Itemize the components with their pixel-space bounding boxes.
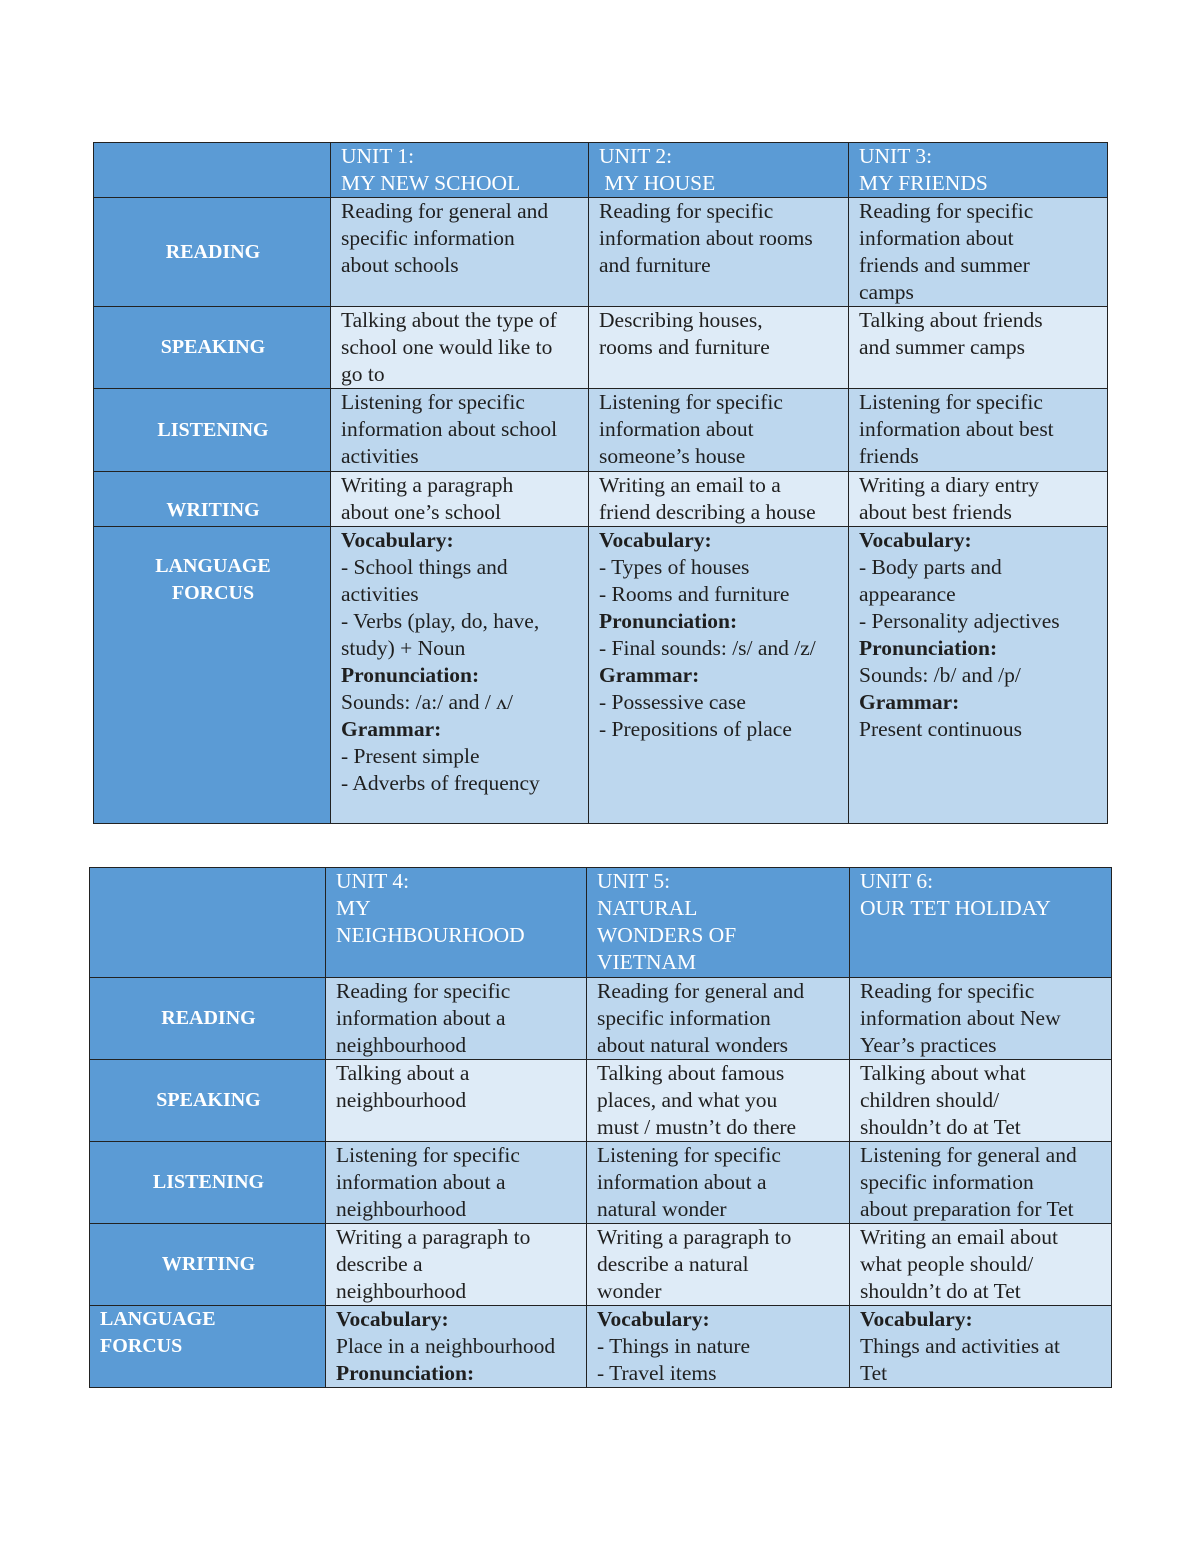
cell-line: Writing an email to a xyxy=(599,473,781,497)
unit-1-speaking-cell xyxy=(331,307,589,389)
cell-line: Listening for specific xyxy=(859,390,1043,414)
cell-line: places, and what you xyxy=(597,1088,778,1112)
corner-cell xyxy=(90,868,326,978)
unit-4-writing-cell xyxy=(326,1224,587,1306)
cell-line: Listening for specific xyxy=(341,390,525,414)
cell-line: Writing a diary entry xyxy=(859,473,1040,497)
unit-2-writing-cell xyxy=(589,472,849,527)
row-label-listening: LISTENING xyxy=(94,389,331,472)
cell-line: Things and activities at xyxy=(860,1334,1061,1358)
cell-line: camps xyxy=(859,280,914,304)
cell-line: information about xyxy=(859,226,1014,250)
row-label-line: FORCUS xyxy=(100,1335,183,1357)
unit-code: UNIT 1: xyxy=(341,144,415,168)
row-label-writing: WRITING xyxy=(90,1224,326,1306)
cell-line: Sounds: /b/ and /p/ xyxy=(859,663,1021,687)
section-heading: Pronunciation: xyxy=(599,609,738,633)
unit-4-reading-cell xyxy=(326,978,587,1060)
unit-5-writing-cell xyxy=(587,1224,850,1306)
cell-line: Reading for specific xyxy=(860,979,1035,1003)
speaking-row xyxy=(94,307,1108,389)
cell-line: information about New xyxy=(860,1006,1061,1030)
cell-line: - Adverbs of frequency xyxy=(341,771,540,795)
cell-line: information about best xyxy=(859,417,1054,441)
row-label-listening: LISTENING xyxy=(90,1142,326,1224)
syllabus-table-units-1-3 xyxy=(93,142,1108,824)
table-header-row xyxy=(90,868,1112,978)
cell-line: - School things and xyxy=(341,555,508,579)
unit-6-language-cell xyxy=(850,1306,1112,1388)
section-heading: Vocabulary: xyxy=(336,1307,449,1331)
row-label-reading: READING xyxy=(94,198,331,307)
unit-3-reading-cell xyxy=(849,198,1108,307)
unit-5-speaking-cell xyxy=(587,1060,850,1142)
cell-line: neighbourhood xyxy=(336,1279,467,1303)
listening-row xyxy=(94,389,1108,472)
unit-5-reading-cell xyxy=(587,978,850,1060)
unit-name: NEIGHBOURHOOD xyxy=(336,923,525,947)
cell-line: - Final sounds: /s/ and /z/ xyxy=(599,636,816,660)
unit-code: UNIT 6: xyxy=(860,869,934,893)
unit-4-speaking-cell xyxy=(326,1060,587,1142)
section-heading: Grammar: xyxy=(599,663,700,687)
cell-line: neighbourhood xyxy=(336,1033,467,1057)
cell-line: Tet xyxy=(860,1361,888,1385)
cell-line: and summer camps xyxy=(859,335,1025,359)
section-heading: Pronunciation: xyxy=(336,1361,475,1385)
cell-line: information about xyxy=(599,417,754,441)
cell-line: activities xyxy=(341,444,419,468)
row-label-speaking: SPEAKING xyxy=(90,1060,326,1142)
unit-6-header xyxy=(850,868,1112,978)
row-label-line: LANGUAGE xyxy=(155,555,271,577)
cell-line: - Possessive case xyxy=(599,690,746,714)
unit-name: MY HOUSE xyxy=(599,171,716,195)
syllabus-table-units-4-6 xyxy=(89,867,1112,1388)
cell-line: friends xyxy=(859,444,919,468)
section-heading: Pronunciation: xyxy=(341,663,480,687)
unit-3-language-cell xyxy=(849,527,1108,824)
unit-3-writing-cell xyxy=(849,472,1108,527)
cell-line: - Body parts and xyxy=(859,555,1002,579)
cell-line: Writing a paragraph xyxy=(341,473,514,497)
language-focus-row xyxy=(94,527,1108,824)
cell-line: Writing an email about xyxy=(860,1225,1058,1249)
unit-code: UNIT 2: xyxy=(599,144,673,168)
unit-5-listening-cell xyxy=(587,1142,850,1224)
cell-line: information about a xyxy=(597,1170,767,1194)
table-header-row xyxy=(94,143,1108,198)
row-label-line: LANGUAGE xyxy=(100,1308,216,1330)
section-heading: Vocabulary: xyxy=(597,1307,710,1331)
cell-line: specific information xyxy=(597,1006,771,1030)
unit-name: OUR TET HOLIDAY xyxy=(860,896,1051,920)
cell-line: Listening for general and xyxy=(860,1143,1077,1167)
row-label-speaking: SPEAKING xyxy=(94,307,331,389)
cell-line: Year’s practices xyxy=(860,1033,997,1057)
cell-line: Talking about friends xyxy=(859,308,1043,332)
cell-line: neighbourhood xyxy=(336,1088,467,1112)
cell-line: Reading for general and xyxy=(341,199,549,223)
unit-name: NATURAL xyxy=(597,896,698,920)
cell-line: Reading for specific xyxy=(599,199,774,223)
unit-name: WONDERS OF xyxy=(597,923,737,947)
listening-row xyxy=(90,1142,1112,1224)
section-heading: Pronunciation: xyxy=(859,636,998,660)
cell-line: information about school xyxy=(341,417,558,441)
unit-2-listening-cell xyxy=(589,389,849,472)
unit-6-reading-cell xyxy=(850,978,1112,1060)
reading-row xyxy=(94,198,1108,307)
cell-line: - Things in nature xyxy=(597,1334,751,1358)
cell-line: about best friends xyxy=(859,500,1012,524)
cell-line: natural wonder xyxy=(597,1197,727,1221)
cell-line: what people should/ xyxy=(860,1252,1034,1276)
cell-line: Talking about a xyxy=(336,1061,470,1085)
cell-line: children should/ xyxy=(860,1088,1000,1112)
cell-line: - Prepositions of place xyxy=(599,717,792,741)
cell-line: Listening for specific xyxy=(599,390,783,414)
unit-3-listening-cell xyxy=(849,389,1108,472)
row-label-line: FORCUS xyxy=(171,582,255,604)
unit-4-language-cell xyxy=(326,1306,587,1388)
unit-name: VIETNAM xyxy=(597,950,697,974)
cell-line: study) + Noun xyxy=(341,636,466,660)
cell-line: school one would like to xyxy=(341,335,553,359)
cell-line: Writing a paragraph to xyxy=(336,1225,531,1249)
unit-1-reading-cell xyxy=(331,198,589,307)
row-label-reading: READING xyxy=(90,978,326,1060)
cell-line: must / mustn’t do there xyxy=(597,1115,797,1139)
unit-name: MY xyxy=(336,896,371,920)
cell-line: and furniture xyxy=(599,253,711,277)
cell-line: wonder xyxy=(597,1279,662,1303)
section-heading: Vocabulary: xyxy=(859,528,972,552)
unit-1-language-cell xyxy=(331,527,589,824)
cell-line: friend describing a house xyxy=(599,500,816,524)
cell-line: go to xyxy=(341,362,385,386)
section-heading: Vocabulary: xyxy=(860,1307,973,1331)
unit-4-listening-cell xyxy=(326,1142,587,1224)
row-label-language-focus xyxy=(90,1306,326,1388)
cell-line: - Types of houses xyxy=(599,555,750,579)
cell-line: appearance xyxy=(859,582,956,606)
unit-2-reading-cell xyxy=(589,198,849,307)
unit-3-speaking-cell xyxy=(849,307,1108,389)
cell-line: Sounds: /a:/ and / ʌ/ xyxy=(341,690,513,714)
cell-line: describe a natural xyxy=(597,1252,749,1276)
unit-1-writing-cell xyxy=(331,472,589,527)
unit-3-header xyxy=(849,143,1108,198)
cell-line: - Verbs (play, do, have, xyxy=(341,609,540,633)
row-label-writing: WRITING xyxy=(94,472,331,527)
corner-cell xyxy=(94,143,331,198)
cell-line: - Present simple xyxy=(341,744,480,768)
unit-5-language-cell xyxy=(587,1306,850,1388)
cell-line: Talking about famous xyxy=(597,1061,785,1085)
unit-5-header xyxy=(587,868,850,978)
unit-6-speaking-cell xyxy=(850,1060,1112,1142)
cell-line: Reading for specific xyxy=(859,199,1034,223)
unit-1-listening-cell xyxy=(331,389,589,472)
reading-row xyxy=(90,978,1112,1060)
cell-line: Describing houses, xyxy=(599,308,763,332)
unit-2-speaking-cell xyxy=(589,307,849,389)
cell-line: friends and summer xyxy=(859,253,1030,277)
cell-line: rooms and furniture xyxy=(599,335,770,359)
cell-line: shouldn’t do at Tet xyxy=(860,1279,1021,1303)
unit-code: UNIT 4: xyxy=(336,869,410,893)
cell-line: Talking about the type of xyxy=(341,308,557,332)
cell-line: someone’s house xyxy=(599,444,746,468)
cell-line: Place in a neighbourhood xyxy=(336,1334,556,1358)
unit-code: UNIT 3: xyxy=(859,144,933,168)
writing-row xyxy=(90,1224,1112,1306)
cell-line: shouldn’t do at Tet xyxy=(860,1115,1021,1139)
cell-line: Listening for specific xyxy=(597,1143,781,1167)
section-heading: Vocabulary: xyxy=(341,528,454,552)
unit-2-language-cell xyxy=(589,527,849,824)
cell-line: specific information xyxy=(860,1170,1034,1194)
speaking-row xyxy=(90,1060,1112,1142)
unit-6-listening-cell xyxy=(850,1142,1112,1224)
cell-line: describe a xyxy=(336,1252,423,1276)
cell-line: information about a xyxy=(336,1006,506,1030)
writing-row xyxy=(94,472,1108,527)
unit-name: MY NEW SCHOOL xyxy=(341,171,521,195)
cell-line: about one’s school xyxy=(341,500,502,524)
cell-line: information about a xyxy=(336,1170,506,1194)
unit-6-writing-cell xyxy=(850,1224,1112,1306)
language-focus-row xyxy=(90,1306,1112,1388)
cell-line: Reading for specific xyxy=(336,979,511,1003)
section-heading: Vocabulary: xyxy=(599,528,712,552)
cell-line: information about rooms xyxy=(599,226,813,250)
cell-line: - Rooms and furniture xyxy=(599,582,790,606)
row-label-language-focus xyxy=(94,527,331,824)
cell-line: about natural wonders xyxy=(597,1033,789,1057)
cell-line: specific information xyxy=(341,226,515,250)
cell-line: Reading for general and xyxy=(597,979,805,1003)
unit-code: UNIT 5: xyxy=(597,869,671,893)
cell-line: - Personality adjectives xyxy=(859,609,1060,633)
cell-line: about schools xyxy=(341,253,459,277)
section-heading: Grammar: xyxy=(859,690,960,714)
section-heading: Grammar: xyxy=(341,717,442,741)
cell-line: neighbourhood xyxy=(336,1197,467,1221)
cell-line: activities xyxy=(341,582,419,606)
cell-line: about preparation for Tet xyxy=(860,1197,1074,1221)
cell-line: Talking about what xyxy=(860,1061,1026,1085)
unit-2-header xyxy=(589,143,849,198)
unit-name: MY FRIENDS xyxy=(859,171,988,195)
cell-line: Listening for specific xyxy=(336,1143,520,1167)
unit-1-header xyxy=(331,143,589,198)
cell-line: Writing a paragraph to xyxy=(597,1225,792,1249)
cell-line: - Travel items xyxy=(597,1361,717,1385)
unit-4-header xyxy=(326,868,587,978)
cell-line: Present continuous xyxy=(859,717,1023,741)
